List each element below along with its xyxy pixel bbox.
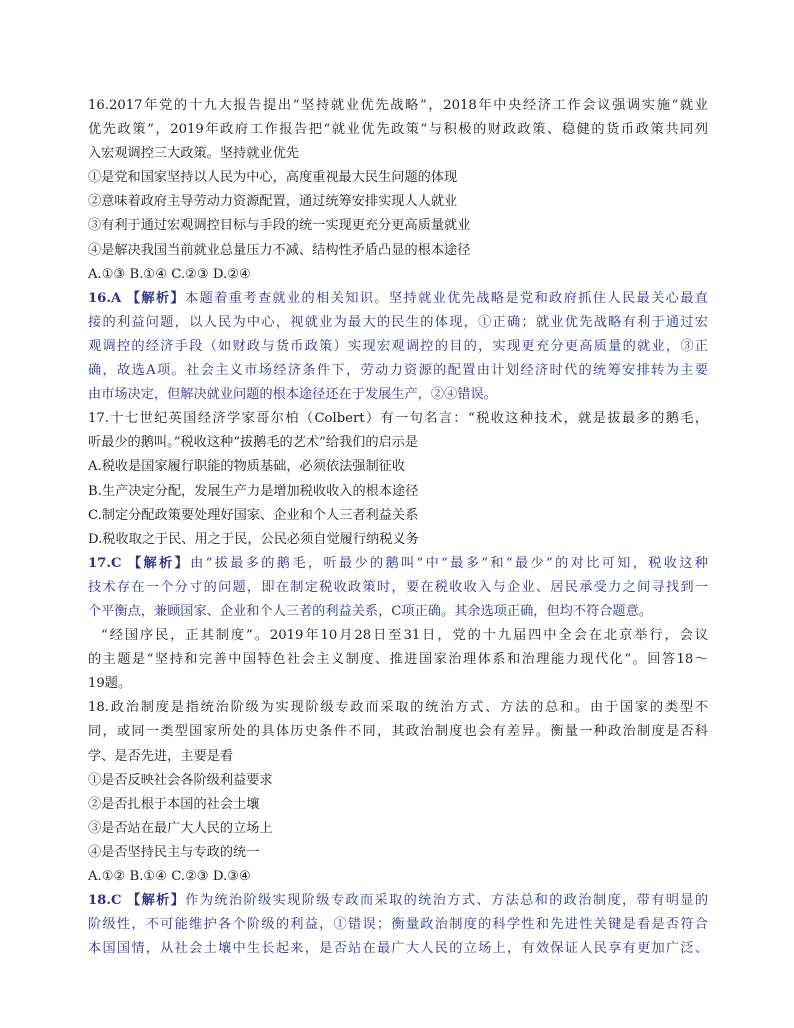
question-16-option: ④是解决我国当前就业总量压力不减、结构性矛盾凸显的根本途径	[88, 242, 471, 258]
answer-16-label: 16.A	[88, 290, 122, 306]
question-16-stem-line: 16.2017年党的十九大报告提出“坚持就业优先战略”，2018年中央经济工作会议强调实施“就业	[88, 98, 708, 113]
material-line: 19题。	[88, 676, 132, 692]
answer-18-tag: 【解析】	[127, 893, 186, 909]
question-18-stem-line: 同，或同一类型国家所处的具体历史条件不同，其政治制度也会有差异。衡量一种政治制度是否科	[88, 724, 708, 740]
question-16-choices: A.①③ B.①④ C.②③ D.②④	[88, 266, 251, 282]
answer-16-line: 确，故选A项。社会主义市场经济条件下，劳动力资源的配置由计划经济时代的统筹安排转为主要	[88, 363, 708, 379]
answer-18-line: 本国国情，从社会土壤中生长起来，是否站在最广大人民的立场上，有效保证人民享有更加广泛、	[88, 941, 708, 957]
question-18-option: ④是否坚持民主与专政的统一	[88, 844, 260, 860]
answer-17-line: 技术存在一个分寸的问题，即在制定税收政策时，要在税收收入与企业、居民承受力之间寻找到一	[88, 579, 708, 595]
answer-18-line: 阶级性，不可能维护各个阶级的利益，①错误；衡量政治制度的科学性和先进性关键是看是否符合	[88, 917, 708, 933]
question-18-option: ②是否扎根于本国的社会土壤	[88, 796, 260, 812]
answer-18-first-line	[88, 889, 708, 913]
answer-17-label: 17.C	[88, 555, 122, 571]
question-17-option: B.生产决定分配，发展生产力是增加税收收入的根本途径	[88, 483, 419, 499]
answer-16-line: 由市场决定，但解决就业问题的根本途径还在于发展生产，②④错误。	[88, 387, 497, 403]
question-16-stem-line: 优先政策”，2019年政府工作报告把“就业优先政策”与积极的财政政策、稳健的货币政策共同列	[88, 122, 708, 138]
answer-16	[88, 287, 708, 407]
question-18	[88, 696, 708, 889]
question-17-option: A.税收是国家履行职能的物质基础，必须依法强制征收	[88, 459, 406, 475]
question-16	[88, 94, 708, 287]
answer-17-text: 由“拔最多的鹅毛，听最少的鹅叫”中“最多”和“最少”的对比可知，税收这种	[190, 555, 708, 571]
material-line: “经国序民，正其制度”。2019年10月28日至31日，党的十九届四中全会在北京举行，会议	[101, 628, 708, 644]
answer-16-tag: 【解析】	[126, 290, 186, 306]
document-page	[88, 94, 708, 961]
question-17-option: D.税收取之于民、用之于民，公民必须自觉履行纳税义务	[88, 531, 419, 547]
question-16-option: ①是党和国家坚持以人民为中心，高度重视最大民生问题的体现	[88, 170, 458, 186]
answer-17-tag: 【解析】	[127, 555, 191, 571]
question-18-choices: A.①② B.①④ C.②③ D.③④	[88, 869, 251, 884]
answer-16-line: 观调控的经济手段（如财政与货币政策）实现宏观调控的目的，实现更充分更高质量的就业，③正	[88, 338, 708, 354]
answer-17	[88, 552, 708, 624]
question-18-stem-line: 学、是否先进，主要是看	[88, 748, 234, 764]
question-18-stem-line: 18.政治制度是指统治阶级为实现阶级专政而采取的统治方式、方法的总和。由于国家的类型不	[88, 700, 708, 716]
answer-17-line: 个平衡点，兼顾国家、企业和个人三者的利益关系，C项正确。其余选项正确，但均不符合题意。	[88, 603, 652, 619]
answer-16-first-line	[88, 287, 708, 311]
answer-17-first-line	[88, 552, 708, 576]
answer-16-text: 本题着重考查就业的相关知识。坚持就业优先战略是党和政府抓住人民最关心最直	[185, 290, 708, 306]
question-17-option: C.制定分配政策要处理好国家、企业和个人三者利益关系	[88, 507, 419, 523]
question-18-option: ①是否反映社会各阶级利益要求	[88, 772, 273, 788]
question-17-stem-line: 17.十七世纪英国经济学家哥尔柏（Colbert）有一句名言：“税收这种技术，就是拔最多的鹅毛，	[88, 411, 708, 427]
answer-16-line: 接的利益问题，以人民为中心，视就业为最大的民生的体现，①正确；就业优先战略有利于通过宏	[88, 314, 708, 330]
question-16-stem-line: 入宏观调控三大政策。坚持就业优先	[88, 146, 299, 162]
answer-18-text: 作为统治阶级实现阶级专政而采取的统治方式、方法总和的政治制度，带有明显的	[185, 893, 708, 909]
material-line: 的主题是“坚持和完善中国特色社会主义制度、推进国家治理体系和治理能力现代化”。回答18～	[88, 652, 708, 668]
answer-18	[88, 889, 708, 961]
question-18-option: ③是否站在最广大人民的立场上	[88, 820, 273, 836]
question-16-option: ②意味着政府主导劳动力资源配置，通过统筹安排实现人人就业	[88, 194, 458, 210]
question-16-option: ③有利于通过宏观调控目标与手段的统一实现更充分更高质量就业	[88, 218, 471, 234]
material-passage	[88, 624, 708, 696]
answer-18-label: 18.C	[88, 893, 122, 909]
question-17-stem-line: 听最少的鹅叫。”税收这种“拔鹅毛的艺术”给我们的启示是	[88, 435, 419, 451]
question-17	[88, 407, 708, 552]
